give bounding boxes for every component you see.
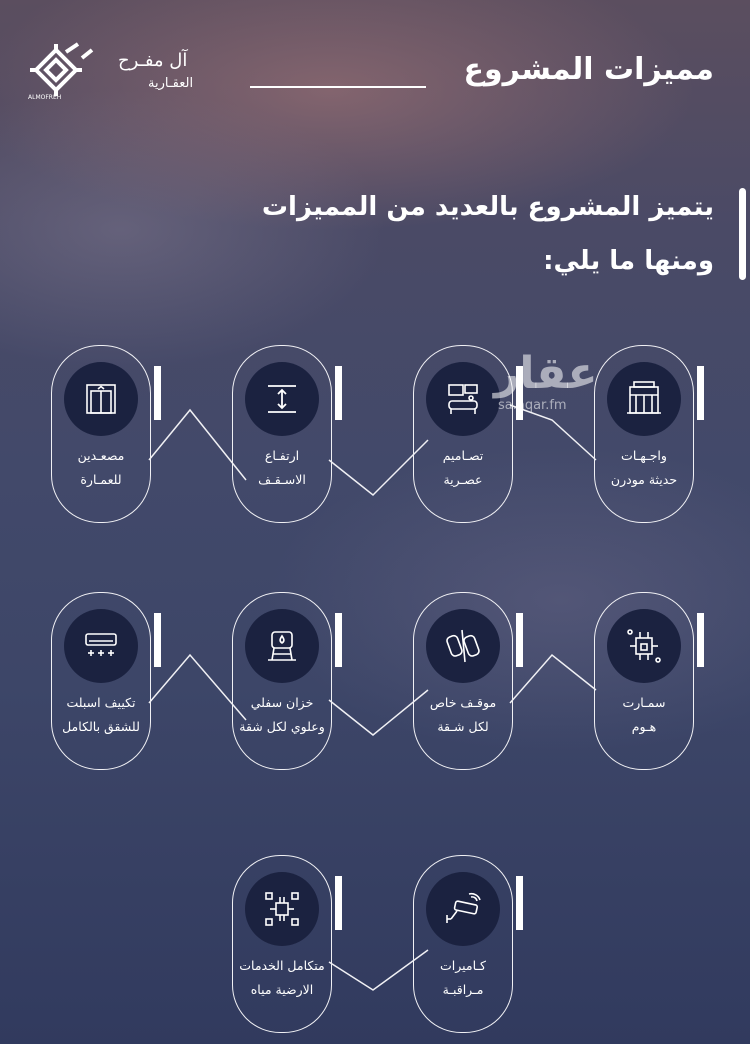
feature-icon-circle: [64, 362, 138, 436]
elevator-icon: [79, 377, 123, 421]
card-side-bar: [335, 613, 342, 667]
feature-icon-circle: [426, 872, 500, 946]
feature-label: واجـهـات حديثة مودرن: [610, 448, 678, 487]
feature-label: سمـارت هـوم: [622, 695, 666, 734]
ceiling-height-icon: [260, 377, 304, 421]
feature-card-smart-home: [594, 592, 694, 770]
feature-card-cameras: [413, 855, 513, 1033]
feature-label: متكامل الخدمات الارضية مياه: [239, 958, 325, 997]
smart-home-icon: [622, 624, 666, 668]
feature-label: موقـف خاص لكل شـقة: [429, 695, 497, 734]
watermark: [494, 348, 598, 413]
page-title: مميزات المشروع: [463, 52, 714, 87]
feature-card-integrated-services: [232, 855, 332, 1033]
building-facade-icon: [622, 377, 666, 421]
feature-card-water-tank: [232, 592, 332, 770]
intro-line-1: يتميز المشروع بالعديد من المميزات: [261, 192, 714, 222]
brand-name: آل مفـرح: [118, 50, 188, 71]
feature-label: ارتفـاع الاسـقـف: [258, 448, 306, 487]
feature-label: تصـاميم عصـرية: [442, 448, 484, 487]
card-side-bar: [697, 366, 704, 420]
feature-card-facades: [594, 345, 694, 523]
intro-line-2: ومنها ما يلي:: [543, 246, 714, 276]
feature-icon-circle: [245, 609, 319, 683]
watermark-latin: sa.aqar.fm: [498, 398, 567, 413]
feature-label: خزان سفلي وعلوي لكل شقة: [239, 695, 325, 734]
feature-card-ceiling-height: [232, 345, 332, 523]
card-side-bar: [154, 613, 161, 667]
private-parking-icon: [441, 624, 485, 668]
feature-card-elevators: [51, 345, 151, 523]
card-side-bar: [697, 613, 704, 667]
card-side-bar: [516, 876, 523, 930]
card-side-bar: [335, 876, 342, 930]
feature-icon-circle: [64, 609, 138, 683]
feature-label: تكييف اسبلت للشقق بالكامل: [62, 695, 140, 734]
brand-subtitle: العقـارية: [148, 76, 194, 91]
security-camera-icon: [441, 887, 485, 931]
integrated-services-icon: [260, 887, 304, 931]
card-side-bar: [516, 613, 523, 667]
feature-icon-circle: [607, 609, 681, 683]
svg-text:ALMOFREH: ALMOFREH: [28, 94, 62, 100]
feature-card-split-ac: [51, 592, 151, 770]
modern-design-icon: [441, 377, 485, 421]
watermark-arabic: عقار: [494, 348, 598, 399]
card-side-bar: [154, 366, 161, 420]
feature-label: مصعـدين للعمـارة: [77, 448, 125, 487]
split-ac-icon: [79, 624, 123, 668]
card-side-bar: [335, 366, 342, 420]
feature-card-private-parking: [413, 592, 513, 770]
feature-icon-circle: [426, 609, 500, 683]
feature-icon-circle: [245, 872, 319, 946]
water-tank-icon: [260, 624, 304, 668]
feature-icon-circle: [426, 362, 500, 436]
feature-label: كـاميرات مـراقبـة: [439, 958, 487, 997]
feature-icon-circle: [607, 362, 681, 436]
feature-icon-circle: [245, 362, 319, 436]
